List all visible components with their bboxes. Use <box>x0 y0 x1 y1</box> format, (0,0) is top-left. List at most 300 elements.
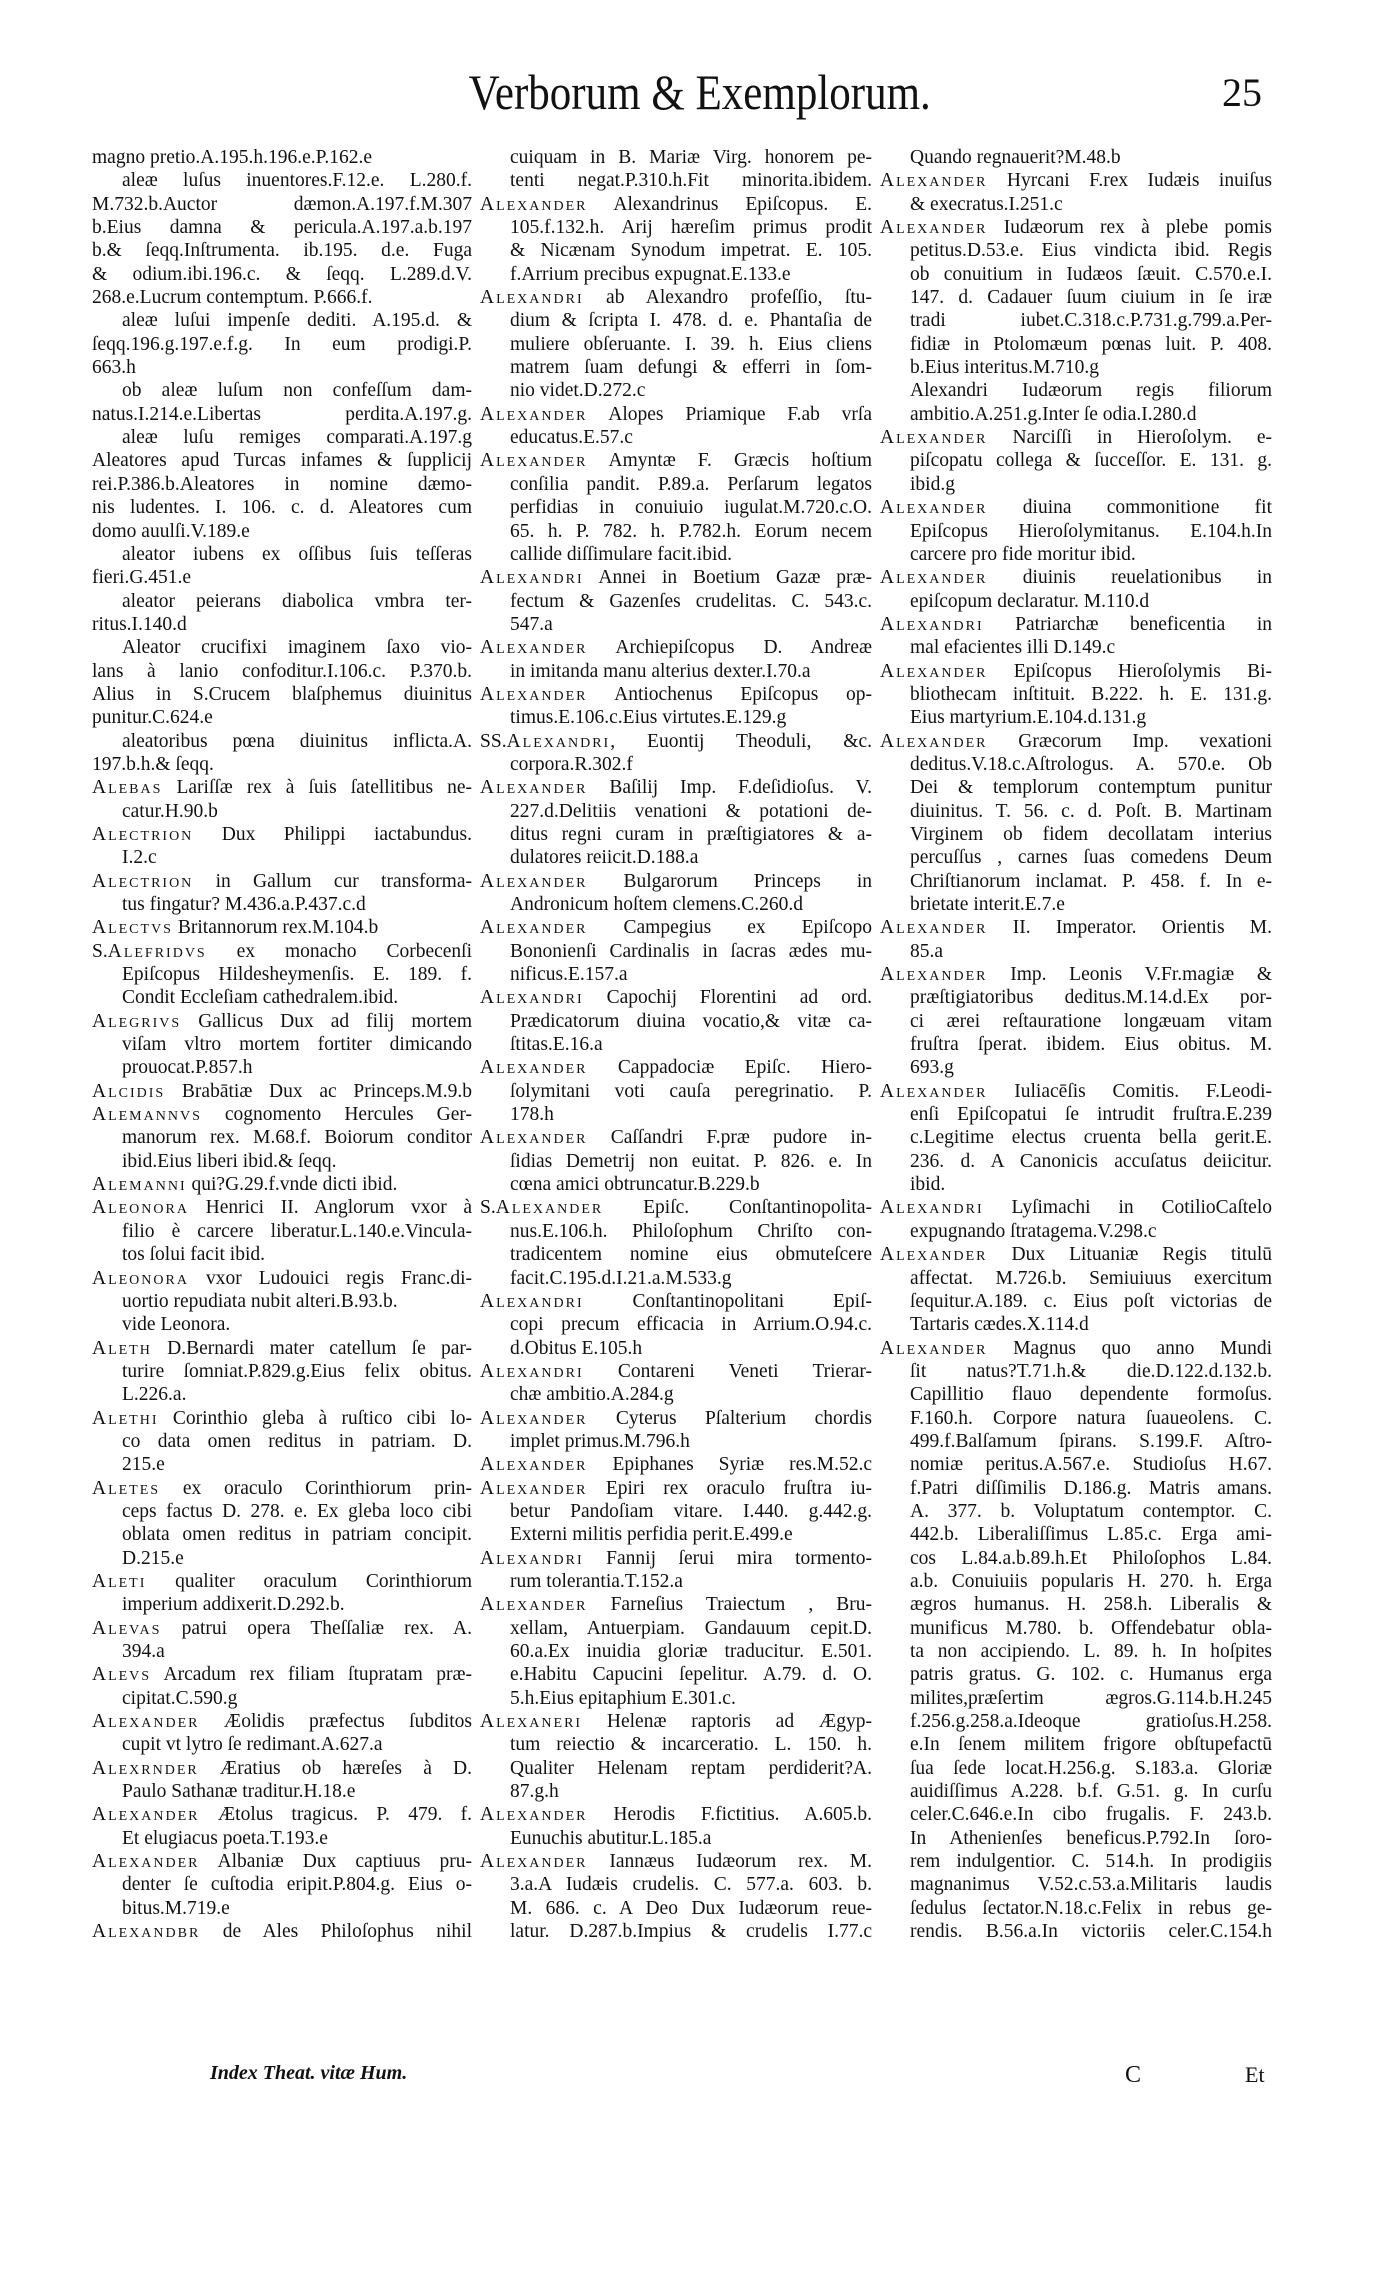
headword: Aleonora <box>92 1197 189 1219</box>
index-line: denter ſe cuſtodia eripit.P.804.g. Eius o- <box>122 1874 472 1896</box>
index-line: ci ærei reſtauratione longæuam vitam <box>910 1010 1272 1032</box>
index-line: f.Arrium precibus expugnat.E.133.e <box>510 263 791 285</box>
headword: Alexander <box>880 917 988 939</box>
index-line: Quando regnauerit?M.48.b <box>910 147 1121 168</box>
headword: Alexandri <box>506 730 611 752</box>
index-line: nomiæ peritus.A.567.e. Studioſus H.67. <box>910 1454 1272 1476</box>
index-line: filio è carcere liberatur.L.140.e.Vincula- <box>122 1220 472 1242</box>
index-line: ob aleæ luſum non confeſſum dam- <box>122 380 472 402</box>
index-line: deditus.V.18.c.Aſtrologus. A. 570.e. Ob <box>910 753 1272 775</box>
index-line: Alexander Epiri rex oraculo fruſtra iu- <box>480 1477 872 1499</box>
index-line: 60.a.Ex inuidia gloriæ traducitur. E.501. <box>510 1641 872 1662</box>
index-line: milites,præſertim ægros.G.114.b.H.245 <box>910 1687 1272 1709</box>
index-line: cuiquam in B. Mariæ Virg. honorem pe- <box>510 147 872 168</box>
index-line: SS.Alexandri, Euontij Theoduli, &c. <box>480 730 872 752</box>
index-line: Alexander diuinis reuelationibus in <box>880 567 1272 589</box>
index-line: Prædicatorum diuina vocatio,& vitæ ca- <box>510 1010 872 1032</box>
index-line: Alexander Cappadociæ Epiſc. Hiero- <box>480 1057 872 1079</box>
index-line: Alegrivs Gallicus Dux ad filij mortem <box>92 1010 472 1032</box>
index-line: Alectrion in Gallum cur transforma- <box>92 870 472 892</box>
headword: Alegrivs <box>92 1010 182 1032</box>
index-line: 197.b.h.& ſeqq. <box>92 753 214 775</box>
index-line: Aleonora Henrici II. Anglorum vxor à <box>92 1197 472 1219</box>
index-line: copi precum efficacia in Arrium.O.94.c. <box>510 1314 872 1336</box>
index-line: L.226.a. <box>122 1384 187 1406</box>
headword: Alexaneri <box>480 1711 583 1733</box>
index-line: rum tolerantia.T.152.a <box>510 1570 683 1592</box>
headword: Aletes <box>92 1477 161 1499</box>
index-line: Virginem ob fidem decollatam interius <box>910 823 1272 845</box>
index-line: Alexander Iannæus Iudæorum rex. M. <box>480 1851 872 1873</box>
index-line: c.Legitime electus cruenta bella gerit.E. <box>910 1127 1272 1149</box>
index-line: Capillitio flauo dependente formoſus. <box>910 1384 1272 1406</box>
index-line: Aleonora vxor Ludouici regis Franc.di- <box>92 1267 472 1289</box>
index-line: rem indulgentior. C. 514.h. In prodigiis <box>910 1851 1272 1873</box>
headword: Alexander <box>480 403 588 425</box>
index-line: Alexandri Fannij ſerui mira tormento- <box>480 1547 872 1569</box>
index-line: tradicentem nomine eius obmuteſcere <box>510 1244 872 1266</box>
index-line: Alexander Dux Lituaniæ Regis titulū <box>880 1244 1272 1266</box>
index-line: Chriſtianorum inclamat. P. 458. f. In e- <box>910 870 1272 892</box>
index-line: Tartaris cædes.X.114.d <box>910 1314 1089 1336</box>
index-line: Alexander Alexandrinus Epiſcopus. E. <box>480 193 872 215</box>
index-line: Qualiter Helenam reptam perdiderit?A. <box>510 1757 872 1779</box>
index-line: callide diſſimulare facit.ibid. <box>510 543 733 565</box>
index-line: diuinitus. T. 56. c. d. Poſt. B. Martinam <box>910 800 1272 822</box>
headword: Alemanni <box>92 1174 187 1196</box>
headword: Alexander <box>880 964 988 986</box>
headword: Alevas <box>92 1617 162 1639</box>
index-line: timus.E.106.c.Eius virtutes.E.129.g <box>510 707 787 729</box>
index-line: Alius in S.Crucem blaſphemus diuinitus <box>92 683 472 705</box>
index-line: Eunuchis abutitur.L.185.a <box>510 1827 712 1849</box>
index-line: 3.a.A Iudæis crudelis. C. 577.a. 603. b. <box>510 1874 872 1896</box>
index-line: M.732.b.Auctor dæmon.A.197.f.M.307 <box>92 193 472 215</box>
headword: Alexandri <box>480 1547 584 1569</box>
index-line: cœna amici obtruncatur.B.229.b <box>510 1174 760 1196</box>
index-line: 227.d.Delitiis venationi & potationi de- <box>510 800 872 822</box>
headword: Alexandri <box>880 1197 984 1219</box>
index-column-1 <box>92 146 472 1943</box>
index-line: lans à lanio confoditur.I.106.c. P.370.b. <box>92 660 472 682</box>
page-title <box>0 62 1399 122</box>
index-line: tus fingatur? M.436.a.P.437.c.d <box>122 894 366 915</box>
index-line: muliere obſeruante. I. 39. h. Eius cliens <box>510 333 872 355</box>
index-line: Alexander Farneſius Traiectum , Bru- <box>480 1594 872 1616</box>
index-line: 394.a <box>122 1641 165 1662</box>
headword: Alexander <box>480 193 588 215</box>
index-line: Alexander Iuliacēſis Comitis. F.Leodi- <box>880 1080 1272 1102</box>
index-line: tos ſolui facit ibid. <box>122 1244 265 1266</box>
index-line: Alexander Magnus quo anno Mundi <box>880 1337 1272 1359</box>
index-line: Alexander Bulgarorum Princeps in <box>480 870 872 892</box>
index-line: ob conuitium in Iudæos ſæuit. C.570.e.I. <box>910 263 1272 285</box>
index-line: Alexandri Iudæorum regis filiorum <box>910 380 1272 402</box>
index-line: aleator peierans diabolica vmbra ter- <box>122 590 472 612</box>
index-line: a.b. Conuiuiis popularis H. 270. h. Erga <box>910 1570 1272 1592</box>
index-line: Alexandbr de Ales Philoſophus nihil <box>92 1921 472 1943</box>
index-line: Alevas patrui opera Theſſaliæ rex. A. <box>92 1617 472 1639</box>
index-line: domo auulſi.V.189.e <box>92 520 250 542</box>
index-line: patris gratus. G. 102. c. Humanus erga <box>910 1664 1272 1686</box>
index-line: nis ludentes. I. 106. c. d. Aleatores cum <box>92 497 472 519</box>
page-number: 25 <box>1222 70 1262 115</box>
headword: Alexander <box>480 1851 588 1873</box>
headword: Alexander <box>880 730 988 752</box>
index-line: 499.f.Balſamum ſpirans. S.199.F. Aſtro- <box>910 1430 1272 1452</box>
index-line: Externi militis perfidia perit.E.499.e <box>510 1524 793 1546</box>
index-line: Alexander Epiſcopus Hieroſolymis Bi- <box>880 660 1272 682</box>
headword: Alexander <box>480 450 588 472</box>
headword: Alexandri <box>480 987 584 1009</box>
index-line: & odium.ibi.196.c. & ſeqq. L.289.d.V. <box>92 263 472 285</box>
index-line: Alevs Arcadum rex filiam ſtupratam præ- <box>92 1664 472 1686</box>
index-line: d.Obitus E.105.h <box>510 1337 643 1359</box>
index-line: & execratus.I.251.c <box>910 193 1063 215</box>
index-line: Andronicum hoſtem clemens.C.260.d <box>510 894 803 915</box>
index-line: dium & ſcripta I. 478. d. e. Phantaſia de <box>510 310 872 332</box>
index-line: Alemannvs cognomento Hercules Ger- <box>92 1104 472 1126</box>
index-line: Alcidis Brabātiæ Dux ac Princeps.M.9.b <box>92 1080 472 1102</box>
index-line: Alexander Hyrcani F.rex Iudæis inuiſus <box>880 170 1272 192</box>
index-line: educatus.E.57.c <box>510 427 633 449</box>
headword: Aleth <box>92 1337 152 1359</box>
headword: Alcidis <box>92 1080 166 1102</box>
index-line: Alexander Albaniæ Dux captiuus pru- <box>92 1851 472 1873</box>
index-line: xellam, Antuerpiam. Gandauum cepit.D. <box>510 1617 872 1639</box>
index-line: matrem ſuam defungi & efferri in ſom- <box>510 357 872 379</box>
headword: Aleonora <box>92 1267 189 1289</box>
index-line: oblata omen reditus in patriam concipit. <box>122 1524 472 1546</box>
headword: Alexandri <box>480 287 584 309</box>
index-line: 65. h. P. 782. h. P.782.h. Eorum necem <box>510 520 872 542</box>
index-line: dulatores reiicit.D.188.a <box>510 847 699 869</box>
index-line: Alexander II. Imperator. Orientis M. <box>880 917 1272 939</box>
headword: Alexandri <box>880 613 984 635</box>
index-line: implet primus.M.796.h <box>510 1430 690 1452</box>
headword: Alexandri <box>480 567 584 589</box>
index-line: co data omen reditus in patriam. D. <box>122 1430 472 1452</box>
index-line: 442.b. Liberaliſſimus L.85.c. Erga ami- <box>910 1524 1272 1546</box>
index-line: celer.C.646.e.In cibo frugalis. F. 243.b. <box>910 1804 1272 1826</box>
index-line: Alexander diuina commonitione fit <box>880 497 1272 519</box>
catchword: Et <box>1245 2062 1265 2087</box>
index-line: nio videt.D.272.c <box>510 380 646 402</box>
index-line: bliothecam inſtituit. B.222. h. E. 131.g. <box>910 683 1272 705</box>
index-line: tradi iubet.C.318.c.P.731.g.799.a.Per- <box>910 310 1272 332</box>
index-line: Alexander Amyntæ F. Græcis hoſtium <box>480 450 872 472</box>
index-line: Aleator crucifixi imaginem ſaxo vio- <box>122 637 472 659</box>
index-line: facit.C.195.d.I.21.a.M.533.g <box>510 1267 732 1289</box>
headword: Alethi <box>92 1407 159 1429</box>
index-line: præſtigiatoribus deditus.M.14.d.Ex por- <box>910 987 1272 1009</box>
index-line: imperium addixerit.D.292.b. <box>122 1594 345 1616</box>
headword: Alexander <box>880 1337 988 1359</box>
headword: Alexander <box>92 1851 200 1873</box>
index-line: b.Eius interitus.M.710.g <box>910 357 1100 379</box>
index-line: Eius martyrium.E.104.d.131.g <box>910 707 1147 729</box>
index-line: chæ ambitio.A.284.g <box>510 1384 674 1406</box>
index-line: expugnando ſtratagema.V.298.c <box>910 1220 1157 1242</box>
index-line: ditus regni curam in præſtigiatores & a- <box>510 823 872 845</box>
index-line: ibid.Eius liberi ibid.& ſeqq. <box>122 1150 337 1172</box>
index-line: punitur.C.624.e <box>92 707 213 729</box>
headword: Alectvs <box>92 917 173 939</box>
headword: Alexander <box>880 1080 988 1102</box>
index-line: Aleti qualiter oraculum Corinthiorum <box>92 1570 472 1592</box>
headword: Alexander <box>880 427 988 449</box>
headword: Alexander <box>880 1244 988 1266</box>
headword: Alexander <box>495 1197 604 1219</box>
index-line: percuſſus , carnes ſuas comedens Deum <box>910 847 1272 869</box>
headword: Alexander <box>480 870 588 892</box>
index-line: I.2.c <box>122 847 157 869</box>
index-line: A. 377. b. Voluptatum contemptor. C. <box>910 1500 1272 1522</box>
index-line: 236. d. A Canonicis accuſatus deiicitur. <box>910 1150 1272 1172</box>
index-line: munificus M.780. b. Offendebatur obla- <box>910 1617 1272 1639</box>
index-line: Alemanni qui?G.29.f.vnde dicti ibid. <box>92 1174 398 1196</box>
headword: Alexander <box>880 217 988 239</box>
index-line: e.Habitu Capucini ſepelitur. A.79. d. O. <box>510 1664 872 1686</box>
headword: Alexander <box>880 497 988 519</box>
index-line: nificus.E.157.a <box>510 964 628 986</box>
index-line: magno pretio.A.195.h.196.e.P.162.e <box>92 147 373 168</box>
index-line: 87.g.h <box>510 1781 559 1803</box>
headword: Alexander <box>480 1477 588 1499</box>
index-line: Alexandri Conſtantinopolitani Epiſ- <box>480 1290 872 1312</box>
index-line: Condit Eccleſiam cathedralem.ibid. <box>122 987 399 1009</box>
index-line: fieri.G.451.e <box>92 567 192 589</box>
headword: Alexander <box>480 1594 588 1616</box>
index-line: natus.I.214.e.Libertas perdita.A.197.g. <box>92 403 472 425</box>
index-line: Alexandri ab Alexandro profeſſio, ſtu- <box>480 287 872 309</box>
index-line: Alexander Caſſandri F.præ pudore in- <box>480 1127 872 1149</box>
index-line: 147. d. Cadauer ſuum ciuium in ſe iræ <box>910 287 1272 309</box>
index-line: F.160.h. Corpore natura ſuaueolens. C. <box>910 1407 1272 1429</box>
index-line: auidiſſimus A.228. b.f. G.51. g. In curſu <box>910 1781 1272 1803</box>
index-line: ſeqq.196.g.197.e.f.g. In eum prodigi.P. <box>92 333 472 355</box>
index-line: Alethi Corinthio gleba à ruſtico cibi lo- <box>92 1407 472 1429</box>
index-line: ritus.I.140.d <box>92 613 187 635</box>
index-line: Alexander Herodis F.fictitius. A.605.b. <box>480 1804 872 1826</box>
index-line: ambitio.A.251.g.Inter ſe odia.I.280.d <box>910 403 1197 425</box>
headword: Alevs <box>92 1664 152 1686</box>
index-line: ſolymitani voti cauſa peregrinatio. P. <box>510 1080 872 1102</box>
index-line: cos L.84.a.b.89.h.Et Philoſophos L.84. <box>910 1547 1272 1569</box>
index-line: Alexander Imp. Leonis V.Fr.magiæ & <box>880 964 1272 986</box>
index-line: catur.H.90.b <box>122 800 218 822</box>
index-line: ibid. <box>910 1174 946 1196</box>
index-column-2 <box>480 146 872 1943</box>
index-line: S.Alexander Epiſc. Conſtantinopolita- <box>480 1197 872 1219</box>
index-line: Alexander Ætolus tragicus. P. 479. f. <box>92 1804 472 1826</box>
index-line: conſilia pandit. P.89.a. Perſarum legatos <box>510 473 872 495</box>
index-line: turire ſomniat.P.829.g.Eius felix obitus. <box>122 1360 472 1382</box>
index-line: uortio repudiata nubit alteri.B.93.b. <box>122 1290 398 1312</box>
index-line: Alexandri Lyſimachi in CotilioCaſtelo <box>880 1197 1272 1219</box>
headword: Alexander <box>480 1057 588 1079</box>
index-line: aleator iubens ex oſſibus ſuis teſſeras <box>122 543 472 565</box>
index-line: in imitanda manu alterius dexter.I.70.a <box>510 660 811 682</box>
index-line: b.& ſeqq.Inſtrumenta. ib.195. d.e. Fuga <box>92 240 472 262</box>
index-line: aleæ luſus inuentores.F.12.e. L.280.f. <box>122 170 472 192</box>
index-line: affectat. M.726.b. Semiuiuus exercitum <box>910 1267 1272 1289</box>
index-line: ceps factus D. 278. e. Ex gleba loco cibi <box>122 1500 472 1522</box>
index-line: ibid.g <box>910 473 955 495</box>
index-line: vide Leonora. <box>122 1314 231 1336</box>
index-line: aleæ luſui impenſe dediti. A.195.d. & <box>122 310 472 332</box>
headword: Alexander <box>92 1804 200 1826</box>
index-line: e.In ſenem militem frigore obſtupefactū <box>910 1734 1272 1756</box>
index-line: rendis. B.56.a.In victoriis celer.C.154.h <box>910 1921 1272 1943</box>
index-line: nus.E.106.h. Philoſophum Chriſto con- <box>510 1220 872 1242</box>
index-line: Bononienſi Cardinalis in ſacras ædes mu- <box>510 940 872 962</box>
index-line: viſam vltro mortem fortiter dimicando <box>122 1034 472 1056</box>
headword: Alexander <box>480 1407 588 1429</box>
headword: Alexander <box>480 637 588 659</box>
index-line: Alexandri Capochij Florentini ad ord. <box>480 987 872 1009</box>
index-line: latur. D.287.b.Impius & crudelis I.77.c <box>510 1921 872 1943</box>
index-line: Alexander Alopes Priamique F.ab vrſa <box>480 403 872 425</box>
index-line: ſtitas.E.16.a <box>510 1034 603 1056</box>
index-line: aleatoribus pœna diuinitus inflicta.A. <box>122 730 472 752</box>
index-line: ſequitur.A.189. c. Eius poſt victorias de <box>910 1290 1272 1312</box>
headword: Alexrnder <box>92 1757 199 1779</box>
index-line: S.Alefridvs ex monacho Corbecenſi <box>92 940 472 962</box>
index-line: Alexander Campegius ex Epiſcopo <box>480 917 872 939</box>
headword: Alexander <box>92 1711 200 1733</box>
index-line: ſidias Demetrij non euitat. P. 826. e. In <box>510 1150 872 1172</box>
index-line: Alexander Antiochenus Epiſcopus op- <box>480 683 872 705</box>
index-line: Alexandri Contareni Veneti Trierar- <box>480 1360 872 1382</box>
index-line: Epiſcopus Hildesheymenſis. E. 189. f. <box>122 964 472 986</box>
index-line: ſua ſede locat.H.256.g. S.183.a. Gloriæ <box>910 1757 1272 1779</box>
headword: Alefridvs <box>107 940 207 962</box>
headword: Alexander <box>480 683 588 705</box>
index-line: carcere pro fide moritur ibid. <box>910 543 1136 565</box>
running-footer-title: Index Theat. vitæ Hum. <box>210 2062 408 2084</box>
index-line: Aleth D.Bernardi mater catellum ſe par- <box>92 1337 472 1359</box>
index-line: cupit vt lytro ſe redimant.A.627.a <box>122 1734 383 1756</box>
index-line: Alexander Æolidis præfectus ſubditos <box>92 1711 472 1733</box>
headword: Alexander <box>480 917 588 939</box>
index-line: fectum & Gazenſes crudelitas. C. 543.c. <box>510 590 872 612</box>
index-line: perfidias in conuiuio iugulat.M.720.c.O. <box>510 497 872 519</box>
index-line: Alectvs Britannorum rex.M.104.b <box>92 917 379 939</box>
index-line: ta non accipiendo. L. 89. h. In hoſpites <box>910 1641 1272 1662</box>
index-line: aleæ luſu remiges comparati.A.197.g <box>122 427 472 449</box>
index-line: betur Pandoſiam vitare. I.440. g.442.g. <box>510 1500 872 1522</box>
index-line: Alexander Archiepiſcopus D. Andreæ <box>480 637 872 659</box>
index-line: piſcopatu collega & ſucceſſor. E. 131. g. <box>910 450 1272 472</box>
index-line: rei.P.386.b.Aleatores in nomine dæmo- <box>92 473 472 495</box>
index-line: 268.e.Lucrum contemptum. P.666.f. <box>92 287 373 309</box>
index-line: 85.a <box>910 940 944 962</box>
index-line: Alexander Cyterus Pſalterium chordis <box>480 1407 872 1429</box>
index-line: 105.f.132.h. Arij hæreſim primus prodit <box>510 217 872 239</box>
index-line: f.Patri diſſimilis D.186.g. Matris amans. <box>910 1477 1272 1499</box>
index-line: Alexander Iudæorum rex à plebe pomis <box>880 217 1272 239</box>
index-line: Alexrnder Æratius ob hæreſes à D. <box>92 1757 472 1779</box>
headword: Alemannvs <box>92 1104 202 1126</box>
index-line: Et elugiacus poeta.T.193.e <box>122 1827 328 1849</box>
index-line: Alexander Epiphanes Syriæ res.M.52.c <box>480 1454 872 1476</box>
index-line: Alebas Lariſſæ rex à ſuis ſatellitibus ne- <box>92 777 472 799</box>
signature-mark: C <box>1125 2062 1142 2088</box>
index-line: Alexander Græcorum Imp. vexationi <box>880 730 1272 752</box>
headword: Alexander <box>480 777 588 799</box>
index-line: tum reiectio & incarceratio. L. 150. h. <box>510 1734 872 1756</box>
index-line: Epiſcopus Hieroſolymitanus. E.104.h.In <box>910 520 1272 542</box>
index-line: Alexander Baſilij Imp. F.deſidioſus. V. <box>480 777 872 799</box>
index-line: magnanimus V.52.c.53.a.Militaris laudis <box>910 1874 1272 1896</box>
headword: Alexandri <box>480 1360 584 1382</box>
index-line: prouocat.P.857.h <box>122 1057 253 1079</box>
index-line: ſit natus?T.71.h.& die.D.122.d.132.b. <box>910 1360 1272 1382</box>
headword: Aleti <box>92 1570 147 1592</box>
index-line: 178.h <box>510 1104 554 1126</box>
index-line: tenti negat.P.310.h.Fit minorita.ibidem. <box>510 170 872 192</box>
index-line: fruſtra ſperat. ibidem. Eius obitus. M. <box>910 1034 1272 1056</box>
index-line: epiſcopum declaratur. M.110.d <box>910 590 1150 612</box>
headword: Alexander <box>480 1127 588 1149</box>
index-line: M. 686. c. A Deo Dux Iudæorum reue- <box>510 1897 872 1919</box>
index-line: enſi Epiſcopatui ſe intrudit fruſtra.E.239 <box>910 1104 1272 1126</box>
index-line: cipitat.C.590.g <box>122 1687 238 1709</box>
headword: Alexander <box>880 660 988 682</box>
headword: Alexandbr <box>92 1921 201 1943</box>
index-line: brietate interit.E.7.e <box>910 894 1065 915</box>
index-line: In Athenienſes beneficus.P.792.In ſoro- <box>910 1827 1272 1849</box>
index-line: manorum rex. M.68.f. Boiorum conditor <box>122 1127 472 1149</box>
headword: Alectrion <box>92 870 194 892</box>
index-line: Alexander Narciſſi in Hieroſolym. e- <box>880 427 1272 449</box>
index-column-3 <box>880 146 1272 1943</box>
index-line: f.256.g.258.a.Ideoque gratioſus.H.258. <box>910 1711 1272 1733</box>
index-line: Alexandri Patriarchæ beneficentia in <box>880 613 1272 635</box>
index-line: b.Eius damna & pericula.A.197.a.b.197 <box>92 217 472 239</box>
index-line: & Nicænam Synodum impetrat. E. 105. <box>510 240 872 262</box>
index-line: 215.e <box>122 1454 165 1476</box>
index-line: Aletes ex oraculo Corinthiorum prin- <box>92 1477 472 1499</box>
headword: Alexander <box>480 1804 588 1826</box>
index-line: 5.h.Eius epitaphium E.301.c. <box>510 1687 736 1709</box>
index-line: 663.h <box>92 357 136 379</box>
index-line: mal efacientes illi D.149.c <box>910 637 1116 659</box>
index-line: fidiæ in Ptolomæum pœnas luit. P. 408. <box>910 333 1272 355</box>
index-line: Paulo Sathanæ traditur.H.18.e <box>122 1781 356 1803</box>
headword: Alectrion <box>92 823 194 845</box>
headword: Alexander <box>480 1454 588 1476</box>
headword: Alexander <box>880 170 988 192</box>
index-line: Aleatores apud Turcas infames & ſupplicij <box>92 450 472 472</box>
index-line: Alexandri Annei in Boetium Gazæ præ- <box>480 567 872 589</box>
index-line: 693.g <box>910 1057 954 1079</box>
index-line: corpora.R.302.f <box>510 753 633 775</box>
index-line: ſedulus ſectator.N.18.c.Felix in rebus ge- <box>910 1897 1272 1919</box>
headword: Alexandri <box>480 1290 584 1312</box>
headword: Alebas <box>92 777 163 799</box>
index-line: Dei & templorum contemptum punitur <box>910 777 1272 799</box>
index-line: Alexaneri Helenæ raptoris ad Ægyp- <box>480 1711 872 1733</box>
index-line: 547.a <box>510 613 553 635</box>
index-line: ægros humanus. H. 258.h. Liberalis & <box>910 1594 1272 1616</box>
index-line: bitus.M.719.e <box>122 1897 230 1919</box>
index-line: D.215.e <box>122 1547 184 1569</box>
index-line: petitus.D.53.e. Eius vindicta ibid. Regis <box>910 240 1272 262</box>
index-line: Alectrion Dux Philippi iactabundus. <box>92 823 472 845</box>
headword: Alexander <box>880 567 988 589</box>
